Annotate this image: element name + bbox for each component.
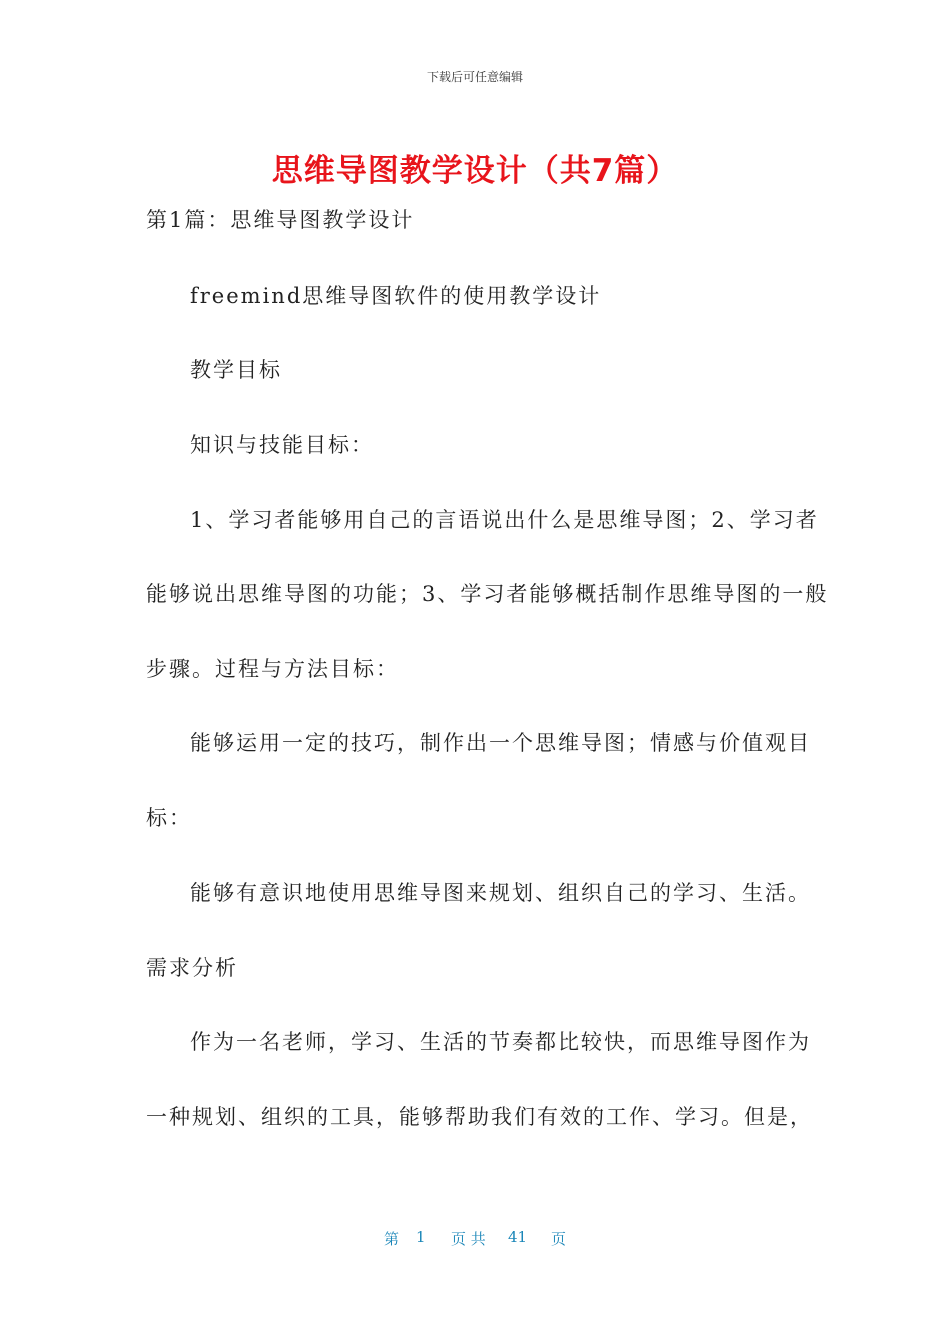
footer-page-suffix: 页 [551,1230,567,1248]
paragraph-line: 能够说出思维导图的功能；3、学习者能够概括制作思维导图的一般 [146,582,829,606]
section-heading: 第1篇：思维导图教学设计 [146,208,415,232]
footer-page-prefix: 第 [384,1230,400,1248]
paragraph-line: 需求分析 [146,956,238,980]
paragraph-line: 作为一名老师，学习、生活的节奏都比较快，而思维导图作为 [190,1030,811,1054]
paragraph-line: 步骤。过程与方法目标： [146,657,399,681]
header-note: 下载后可任意编辑 [426,70,523,84]
paragraph-line: 一种规划、组织的工具，能够帮助我们有效的工作、学习。但是， [146,1105,813,1129]
footer-page-mid: 页 共 [451,1230,486,1248]
footer-page-total: 41 [508,1228,528,1246]
paragraph-line: freemind思维导图软件的使用教学设计 [190,284,602,308]
paragraph-line: 知识与技能目标： [190,433,374,457]
paragraph-line: 能够运用一定的技巧，制作出一个思维导图；情感与价值观目 [190,731,811,755]
paragraph-line: 1、学习者能够用自己的言语说出什么是思维导图；2、学习者 [190,508,819,532]
footer-page-number: 1 [416,1228,426,1246]
paragraph-line: 教学目标 [190,358,282,382]
paragraph-line: 标： [146,806,192,830]
page-footer [0,1228,950,1252]
document-title: 思维导图教学设计（共7篇） [271,153,679,189]
paragraph-line: 能够有意识地使用思维导图来规划、组织自己的学习、生活。 [190,881,811,905]
